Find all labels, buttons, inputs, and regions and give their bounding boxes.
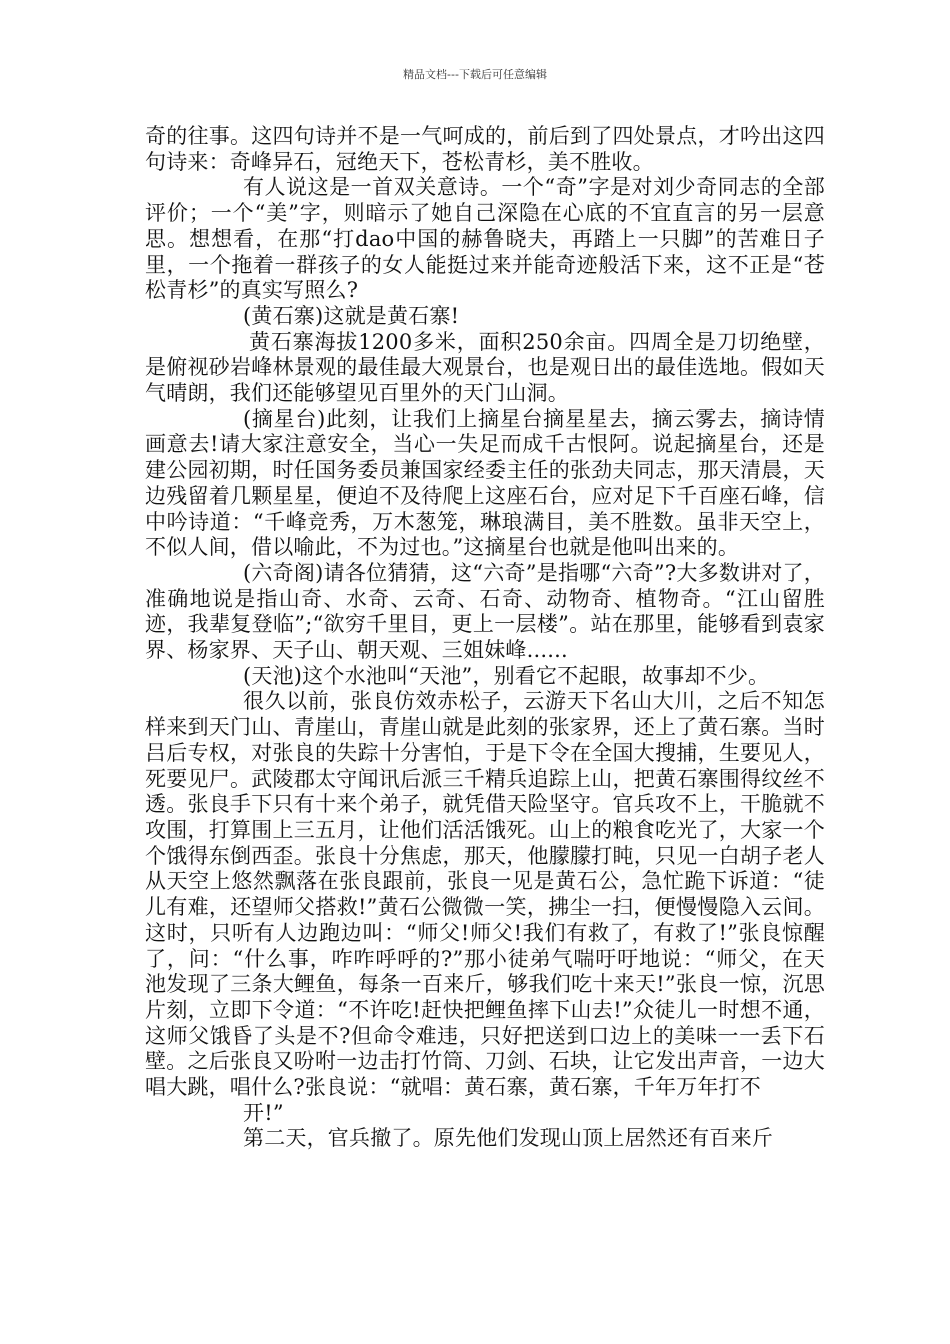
paragraph-9: 开!” <box>243 1100 284 1125</box>
paragraph-7: (天池)这个水池叫“天池”，别看它不起眼，故事却不少。 <box>243 663 770 688</box>
paragraph-6: (六奇阁)请各位猜猜，这“六奇”是指哪“六奇”?大多数讲对了，准确地说是指山奇、水奇、云奇、石奇、动物奇、植物奇。“江山留胜迹，我辈复登临”;“欲穷千里目，更上一层楼”。站在那里，能够看到袁家界、杨家界、天子山、朝天观、三姐妹峰...... <box>145 560 825 663</box>
paragraph-4: 黄石寨海拔1200多米，面积250余亩。四周全是刀切绝壁，是俯视砂岩峰林景观的最佳最大观景台，也是观日出的最佳选地。假如天气晴朗，我们还能够望见百里外的天门山洞。 <box>145 329 825 406</box>
paragraph-2: 有人说这是一首双关意诗。一个“奇”字是对刘少奇同志的全部评价；一个“美”字，则暗示了她自己深隐在心底的不宜直言的另一层意思。想想看，在那“打dao中国的赫鲁晓夫，再踏上一只脚”的苦难日子里，一个拖着一群孩子的女人能挺过来并能奇迹般活下来，这不正是“苍松青杉”的真实写照么? <box>145 175 825 303</box>
paragraph-3: (黄石寨)这就是黄石寨! <box>243 303 460 328</box>
paragraph-8: 很久以前，张良仿效赤松子，云游天下名山大川，之后不知怎样来到天门山、青崖山，青崖山就是此刻的张家界，还上了黄石寨。当时吕后专权，对张良的失踪十分害怕，于是下令在全国大搜捕，生要见人，死要见尸。武陵郡太守闻讯后派三千精兵追踪上山，把黄石寨围得纹丝不透。张良手下只有十来个弟子，就凭借天险坚守。官兵攻不上，干脆就不攻围，打算围上三五月，让他们活活饿死。山上的粮食吃光了，大家一个个饿得东倒西歪。张良十分焦虑，那天，他朦朦打盹，只见一白胡子老人从天空上悠然飘落在张良跟前，张良一见是黄石公，急忙跪下诉道：“徒儿有难，还望师父搭救!”黄石公微微一笑，拂尘一扫，便慢慢隐入云间。这时，只听有人边跑边叫：“师父!师父!我们有救了，有救了!”张良惊醒了，问：“什么事，咋咋呼呼的?”那小徒弟气喘吁吁地说：“师父，在天池发现了三条大鲤鱼，每条一百来斤，够我们吃十来天!”张良一惊，沉思片刻，立即下令道：“不许吃!赶快把鲤鱼摔下山去!”众徒儿一时想不通，这师父饿昏了头是不?但命令难违，只好把送到口边上的美味一一丢下石壁。之后张良又吩咐一边击打竹筒、刀剑、石块，让它发出声音，一边大唱大跳，唱什么?张良说：“就唱：黄石寨，黄石寨，千年万年打不 <box>145 689 825 1100</box>
paragraph-5: (摘星台)此刻，让我们上摘星台摘星星去，摘云雾去，摘诗情画意去!请大家注意安全，当心一失足而成千古恨阿。说起摘星台，还是建公园初期，时任国务委员兼国家经委主任的张劲夫同志，那天清晨，天边残留着几颗星星，便迫不及待爬上这座石台，应对足下千百座石峰，信中吟诗道：“千峰竞秀，万木葱笼，琳琅满目，美不胜数。虽非天空上，不似人间，借以喻此，不为过也。”这摘星台也就是他叫出来的。 <box>145 406 825 560</box>
document-body <box>145 124 825 1152</box>
paragraph-10: 第二天，官兵撤了。原先他们发现山顶上居然还有百来斤 <box>243 1126 773 1151</box>
paragraph-1: 奇的往事。这四句诗并不是一气呵成的，前后到了四处景点，才吟出这四句诗来：奇峰异石，冠绝天下，苍松青杉，美不胜收。 <box>145 124 825 174</box>
page-header: 精品文档---下载后可任意编辑 <box>403 68 547 81</box>
